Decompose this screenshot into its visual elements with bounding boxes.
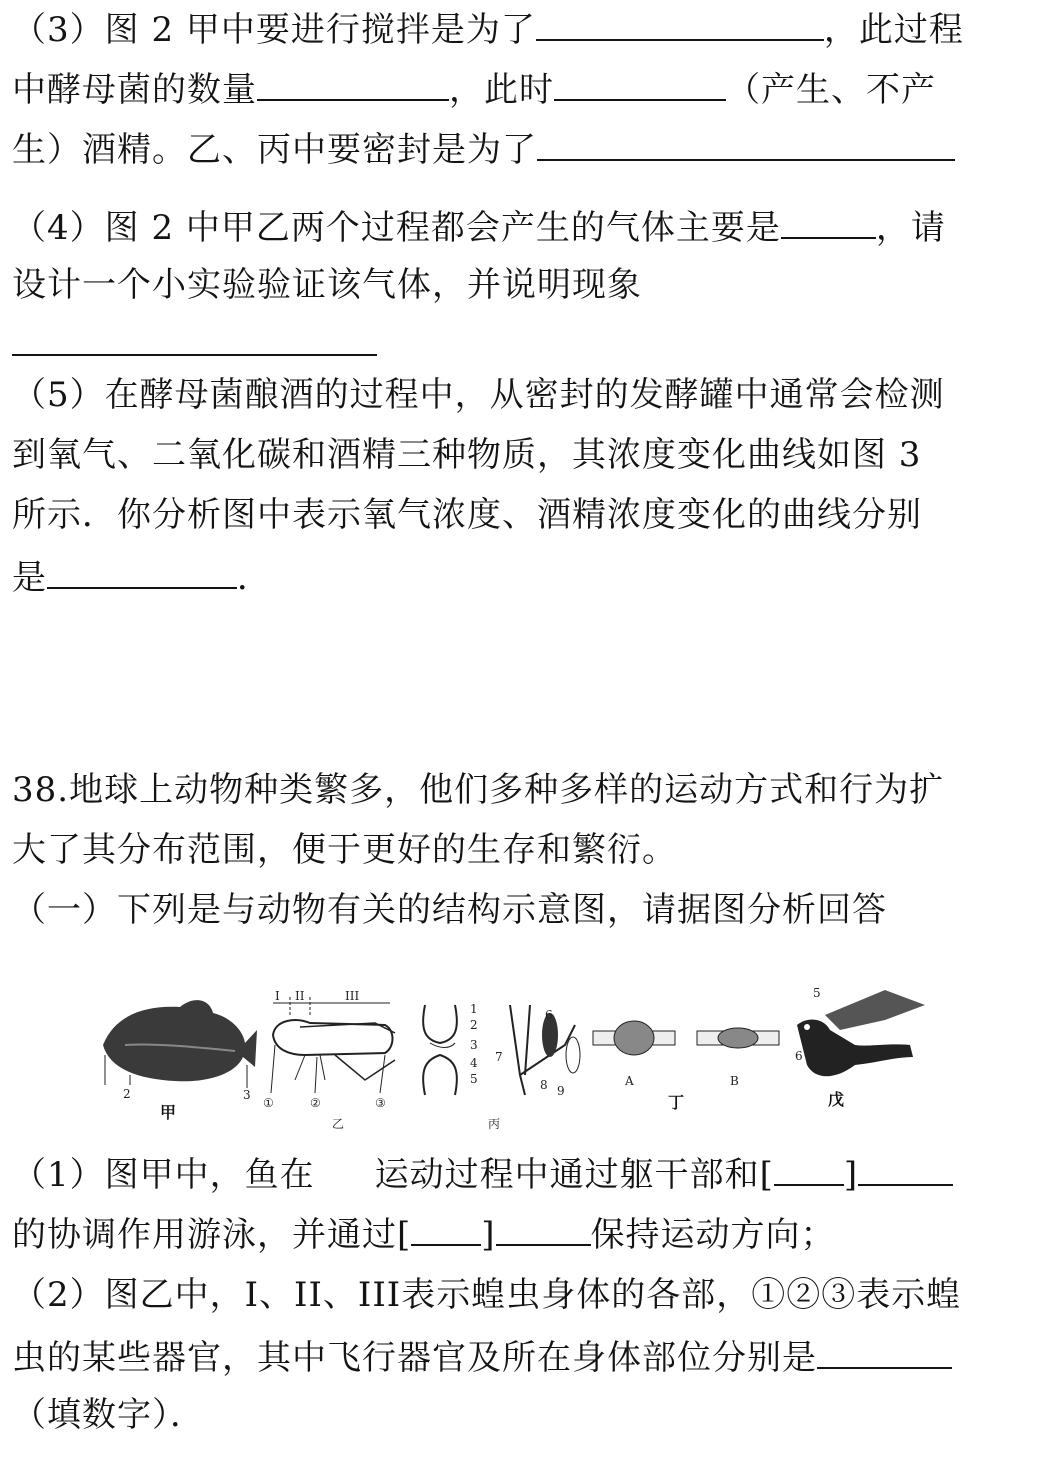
bird-diagram	[795, 986, 925, 1109]
s1-blank-2[interactable]	[858, 1150, 953, 1186]
grasshopper-organ-3: ③	[375, 1096, 386, 1110]
q4-blank-1[interactable]	[781, 203, 876, 239]
s2-line-1: （2）图乙中，I、II、III表示蝗虫身体的各部，①②③表示蝗	[12, 1275, 962, 1315]
s1-blank-4[interactable]	[496, 1210, 591, 1246]
grasshopper-diagram	[263, 989, 395, 1131]
bone-muscle-diagram	[593, 1021, 779, 1112]
joint-label-4: 4	[470, 1056, 478, 1070]
q3-blank-3[interactable]	[554, 65, 726, 101]
arm-label-6: 6	[545, 1008, 553, 1022]
bone-muscle-caption-ding: 丁	[668, 1093, 685, 1112]
arm-label-8: 8	[540, 1078, 548, 1092]
s1-line-2: 的协调作用游泳，并通过[ ] 保持运动方向；	[12, 1210, 836, 1254]
s1-line-1: （1）图甲中，鱼在 运动过程中通过躯干部和[ ]	[12, 1150, 953, 1194]
arm-label-9: 9	[557, 1084, 565, 1098]
bird-label-5: 5	[813, 986, 821, 1000]
joint-caption-bing: 丙	[488, 1117, 501, 1131]
grasshopper-roman-1: I	[275, 989, 280, 1003]
grasshopper-organ-2: ②	[310, 1096, 321, 1110]
s1-blank-3[interactable]	[411, 1210, 481, 1246]
q5-blank-2[interactable]	[142, 553, 237, 589]
joint-label-1: 1	[470, 1002, 478, 1016]
fish-label-2: 2	[123, 1087, 131, 1101]
q5-line-4: 是 ．	[12, 553, 272, 597]
q5-line-1: （5）在酵母菌酿酒的过程中，从密封的发酵罐中通常会检测	[12, 375, 945, 415]
bird-caption-wu: 戊	[828, 1090, 845, 1109]
grasshopper-caption-yi: 乙	[332, 1117, 345, 1131]
s1-blank-1[interactable]	[774, 1150, 844, 1186]
animal-structure-figure	[95, 985, 925, 1135]
grasshopper-organ-1: ①	[263, 1096, 274, 1110]
arm-label-7: 7	[495, 1050, 503, 1064]
q5-line-3: 所示．你分析图中表示氧气浓度、酒精浓度变化的曲线分别	[12, 495, 922, 535]
grasshopper-roman-2: II	[295, 989, 305, 1003]
joint-label-2: 2	[470, 1018, 478, 1032]
fish-diagram	[103, 1000, 257, 1122]
s2-line-2: 虫的某些器官，其中飞行器官及所在身体部位分别是	[12, 1333, 952, 1377]
q38-line-3: （一）下列是与动物有关的结构示意图，请据图分析回答	[12, 890, 887, 930]
q3-line-3: 生）酒精。乙、丙中要密封是为了	[12, 125, 955, 169]
q4-blank-2[interactable]	[12, 320, 377, 356]
q5-blank-1[interactable]	[47, 553, 142, 589]
grasshopper-roman-3: III	[345, 989, 360, 1003]
s2-line-3: （填数字）．	[12, 1395, 205, 1435]
joint-label-3: 3	[470, 1038, 478, 1052]
s2-blank-1[interactable]	[817, 1333, 952, 1369]
bird-label-6: 6	[795, 1049, 803, 1063]
bone-muscle-label-a: A	[625, 1074, 634, 1088]
q3-blank-1[interactable]	[536, 5, 824, 41]
joint-arm-diagram	[423, 1002, 580, 1131]
q38-line-2: 大了其分布范围，便于更好的生存和繁衍。	[12, 830, 677, 870]
q3-line-1: （3）图 2 甲中要进行搅拌是为了 ，此过程	[12, 5, 964, 49]
q3-blank-2[interactable]	[257, 65, 449, 101]
q4-line-1: （4）图 2 中甲乙两个过程都会产生的气体主要是 ，请	[12, 203, 946, 247]
fish-caption-jia: 甲	[160, 1103, 177, 1122]
q4-line-2: 设计一个小实验验证该气体，并说明现象	[12, 265, 642, 305]
bone-muscle-label-b: B	[730, 1074, 739, 1088]
joint-label-5: 5	[470, 1072, 478, 1086]
q3-line-2: 中酵母菌的数量 ，此时 （产生、不产	[12, 65, 936, 109]
q5-line-2: 到氧气、二氧化碳和酒精三种物质，其浓度变化曲线如图 3	[12, 435, 922, 475]
q4-answer-line	[12, 320, 377, 364]
q3-blank-4[interactable]	[537, 125, 955, 161]
fish-label-3: 3	[243, 1088, 251, 1102]
q38-line-1: 38.地球上动物种类繁多，他们多种多样的运动方式和行为扩	[12, 770, 945, 810]
